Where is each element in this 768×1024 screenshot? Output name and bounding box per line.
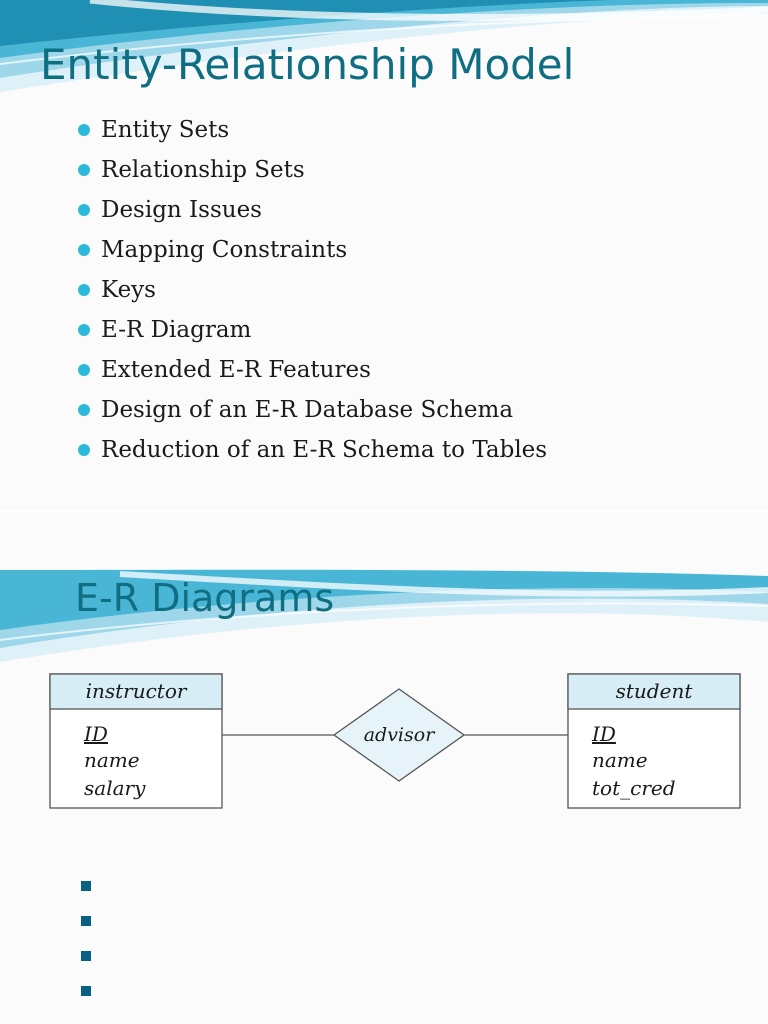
bullet-dot-icon [78,124,90,136]
attribute: name [84,748,140,772]
topic-label: Keys [101,277,156,303]
entity-name: instructor [85,679,187,703]
topic-label: Design Issues [101,197,262,223]
bullet-dot-icon [78,444,90,456]
square-bullet-icon [81,951,91,961]
primary-key-attribute: ID [84,722,108,746]
topic-item [78,435,547,475]
bullet-dot-icon [78,284,90,296]
bullet-dot-icon [78,244,90,256]
topic-label: Entity Sets [101,117,230,143]
relationship-name: advisor [363,724,435,746]
entity-name: student [615,679,693,703]
topic-list [78,115,547,475]
topic-item [78,115,547,155]
topic-item [78,235,547,275]
entity-student [568,674,740,808]
topic-item [78,155,547,195]
bullet-dot-icon [78,204,90,216]
topic-item [78,315,547,355]
square-bullet-icon [81,986,91,996]
topic-label: E-R Diagram [101,317,252,343]
topic-item [78,275,547,315]
attribute: salary [84,776,146,800]
slide-title: Entity-Relationship Model [40,40,575,89]
slide-er-diagrams [0,512,768,1024]
entity-instructor [50,674,222,808]
topic-label: Extended E-R Features [101,357,371,383]
primary-key-attribute: ID [592,722,616,746]
topic-label: Mapping Constraints [101,237,348,263]
attribute: name [592,748,648,772]
relationship-advisor [334,689,464,781]
topic-label: Design of an E-R Database Schema [101,397,514,423]
topic-label: Relationship Sets [101,157,305,183]
square-bullet-icon [81,881,91,891]
topic-label: Reduction of an E-R Schema to Tables [101,437,548,463]
topic-item [78,355,547,395]
er-diagram [0,512,768,1024]
bullet-dot-icon [78,324,90,336]
bullet-dot-icon [78,164,90,176]
slide-title: E-R Diagrams [75,576,335,620]
bullet-dot-icon [78,404,90,416]
bullet-dot-icon [78,364,90,376]
attribute: tot_cred [592,776,676,800]
topic-item [78,395,547,435]
topic-item [78,195,547,235]
square-bullet-icon [81,916,91,926]
